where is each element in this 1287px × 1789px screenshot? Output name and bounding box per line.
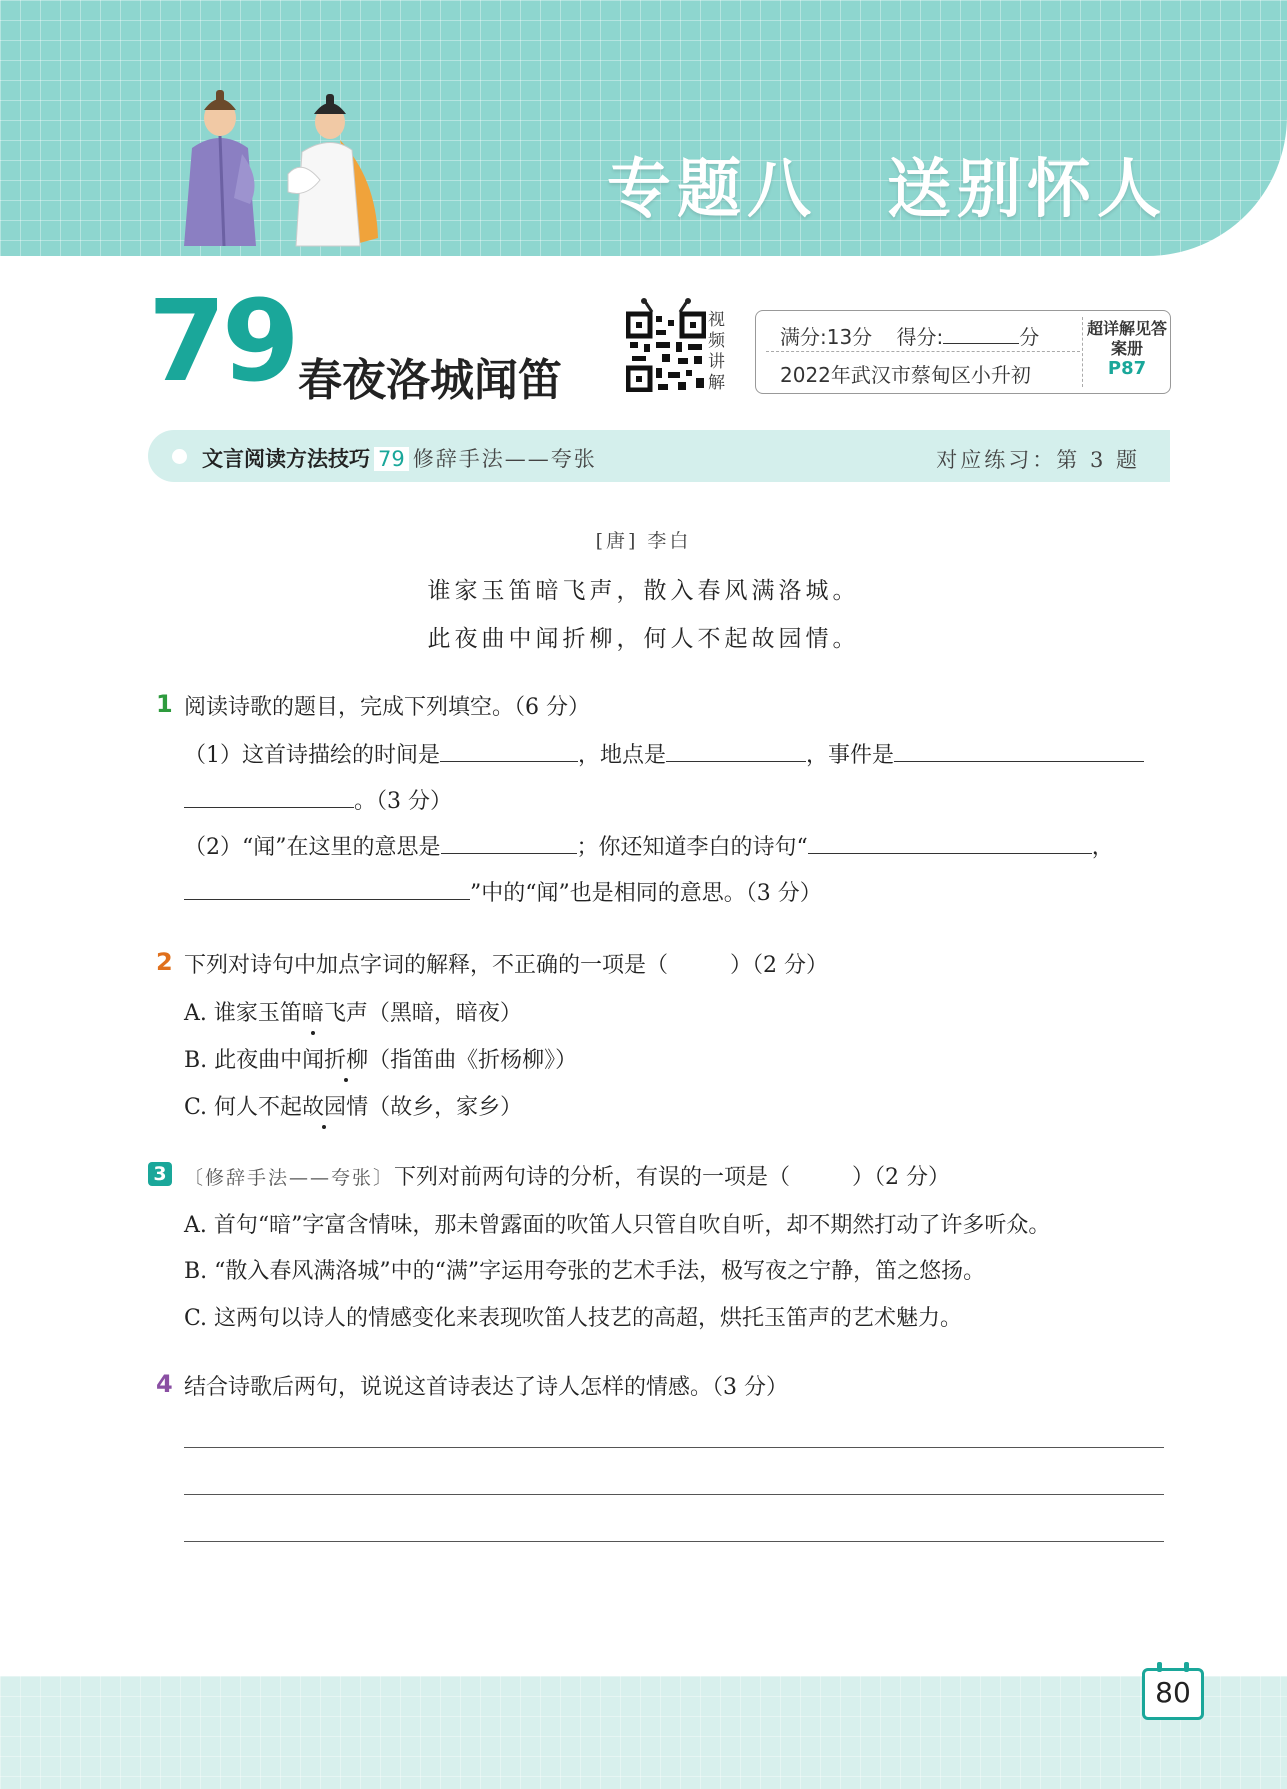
question-4-number: 4 <box>156 1370 173 1398</box>
full-score: 满分:13分 <box>780 325 873 349</box>
question-4-stem: 结合诗歌后两句，说说这首诗表达了诗人怎样的情感。（3 分） <box>184 1375 788 1400</box>
option-a[interactable]: A. 首句“暗”字富含情味，那未曾露面的吹笛人只管自吹自听，却不期然打动了许多听众。 <box>184 1213 1051 1238</box>
poem-line: 此夜曲中闻折柳，何人不起故园情。 <box>427 626 860 652</box>
q1-text: ”中的“闻”也是相同的意思。（3 分） <box>470 881 822 906</box>
question-3-stem <box>184 1160 950 1191</box>
method-tip-bar <box>148 430 1170 482</box>
q3-text: 下列对前两句诗的分析，有误的一项是（ <box>394 1165 791 1190</box>
footer-band <box>0 1676 1287 1789</box>
poem-line: 谁家玉笛暗飞声，散入春风满洛城。 <box>427 578 860 604</box>
q1-text: ， <box>1091 835 1114 860</box>
method-title: 文言阅读方法技巧 <box>202 447 370 471</box>
score-box <box>755 310 1171 394</box>
method-subtitle: 修辞手法——夸张 <box>412 447 597 471</box>
option-a[interactable] <box>184 996 522 1027</box>
practice-reference: 对应练习：第 3 题 <box>936 448 1140 472</box>
q1-text: （1）这首诗描绘的时间是 <box>184 743 440 768</box>
dotted-word: 暗 <box>301 1001 324 1026</box>
answer-line[interactable] <box>184 1541 1164 1542</box>
option-text: B. 此夜曲中闻 <box>184 1048 325 1073</box>
question-1-part-1 <box>184 738 1144 769</box>
q1-text: ，地点是 <box>578 743 667 768</box>
option-text: 情（故乡，家乡） <box>346 1095 523 1120</box>
video-lecture-label: 视频讲解 <box>708 310 725 393</box>
skill-tag: 〔修辞手法——夸张〕 <box>184 1167 395 1189</box>
option-text: 飞声（黑暗，暗夜） <box>323 1001 522 1026</box>
q2-text: 下列对诗句中加点字词的解释，不正确的一项是（ <box>184 953 669 978</box>
poem-author: [唐] 李白 <box>595 530 692 552</box>
question-1-part-1-cont <box>184 784 452 815</box>
option-c[interactable]: C. 这两句以诗人的情感变化来表现吹笛人技艺的高超，烘托玉笛声的艺术魅力。 <box>184 1306 963 1331</box>
question-1-stem: 阅读诗歌的题目，完成下列填空。（6 分） <box>184 695 590 720</box>
score-label: 得分: <box>896 325 944 349</box>
answer-line[interactable] <box>184 1447 1164 1448</box>
answer-reference <box>1087 319 1167 379</box>
question-1-part-2-cont <box>184 876 822 907</box>
verse-blank[interactable] <box>808 833 1092 854</box>
scholars-illustration <box>170 88 410 253</box>
divider <box>766 351 1080 352</box>
lesson-number: 79 <box>148 277 296 407</box>
dotted-word: 故园 <box>302 1095 347 1120</box>
q1-text: ；你还知道李白的诗句“ <box>576 835 808 860</box>
header-banner <box>0 0 1287 256</box>
answer-line[interactable] <box>184 1494 1164 1495</box>
score-input[interactable] <box>943 325 1019 344</box>
question-2-stem <box>184 948 828 979</box>
bullet-icon <box>172 449 187 464</box>
option-c[interactable] <box>184 1090 522 1121</box>
answer-ref-text: 超详解见答案册 <box>1087 319 1168 358</box>
question-1-part-2 <box>184 830 1114 861</box>
option-text: （指笛曲《折杨柳》） <box>368 1048 578 1073</box>
q1-text: 。（3 分） <box>354 789 452 814</box>
method-number: 79 <box>374 447 409 471</box>
score-unit: 分 <box>1019 325 1040 349</box>
dotted-word: 折柳 <box>324 1048 369 1073</box>
q1-text: ，事件是 <box>806 743 895 768</box>
q3-text: ）（2 分） <box>852 1165 951 1190</box>
question-2-number: 2 <box>156 948 173 976</box>
option-text: A. 谁家玉笛 <box>184 1001 302 1026</box>
topic-title: 专题八 送别怀人 <box>607 153 1167 227</box>
score-row <box>780 321 1039 350</box>
question-3-number: 3 <box>148 1162 172 1186</box>
q2-text: ）（2 分） <box>730 953 829 978</box>
method-label <box>202 443 597 473</box>
option-b[interactable] <box>184 1043 577 1074</box>
option-b[interactable]: B. “散入春风满洛城”中的“满”字运用夸张的艺术手法，极写夜之宁静，笛之悠扬。 <box>184 1259 986 1284</box>
option-text: C. 何人不起 <box>184 1095 303 1120</box>
place-blank[interactable] <box>666 741 806 762</box>
verse-blank-cont[interactable] <box>184 879 470 900</box>
q1-text: （2）“闻”在这里的意思是 <box>184 835 441 860</box>
page-number: 80 <box>1142 1668 1204 1720</box>
exam-source: 2022年武汉市蔡甸区小升初 <box>780 363 1031 387</box>
divider <box>1082 317 1083 387</box>
lesson-title: 春夜洛城闻笛 <box>298 355 562 406</box>
qr-code-icon[interactable] <box>626 298 706 392</box>
meaning-blank[interactable] <box>441 833 577 854</box>
time-blank[interactable] <box>440 741 578 762</box>
event-blank-cont[interactable] <box>184 787 354 808</box>
answer-page: P87 <box>1107 358 1147 379</box>
event-blank[interactable] <box>894 741 1144 762</box>
question-1-number: 1 <box>156 690 173 718</box>
